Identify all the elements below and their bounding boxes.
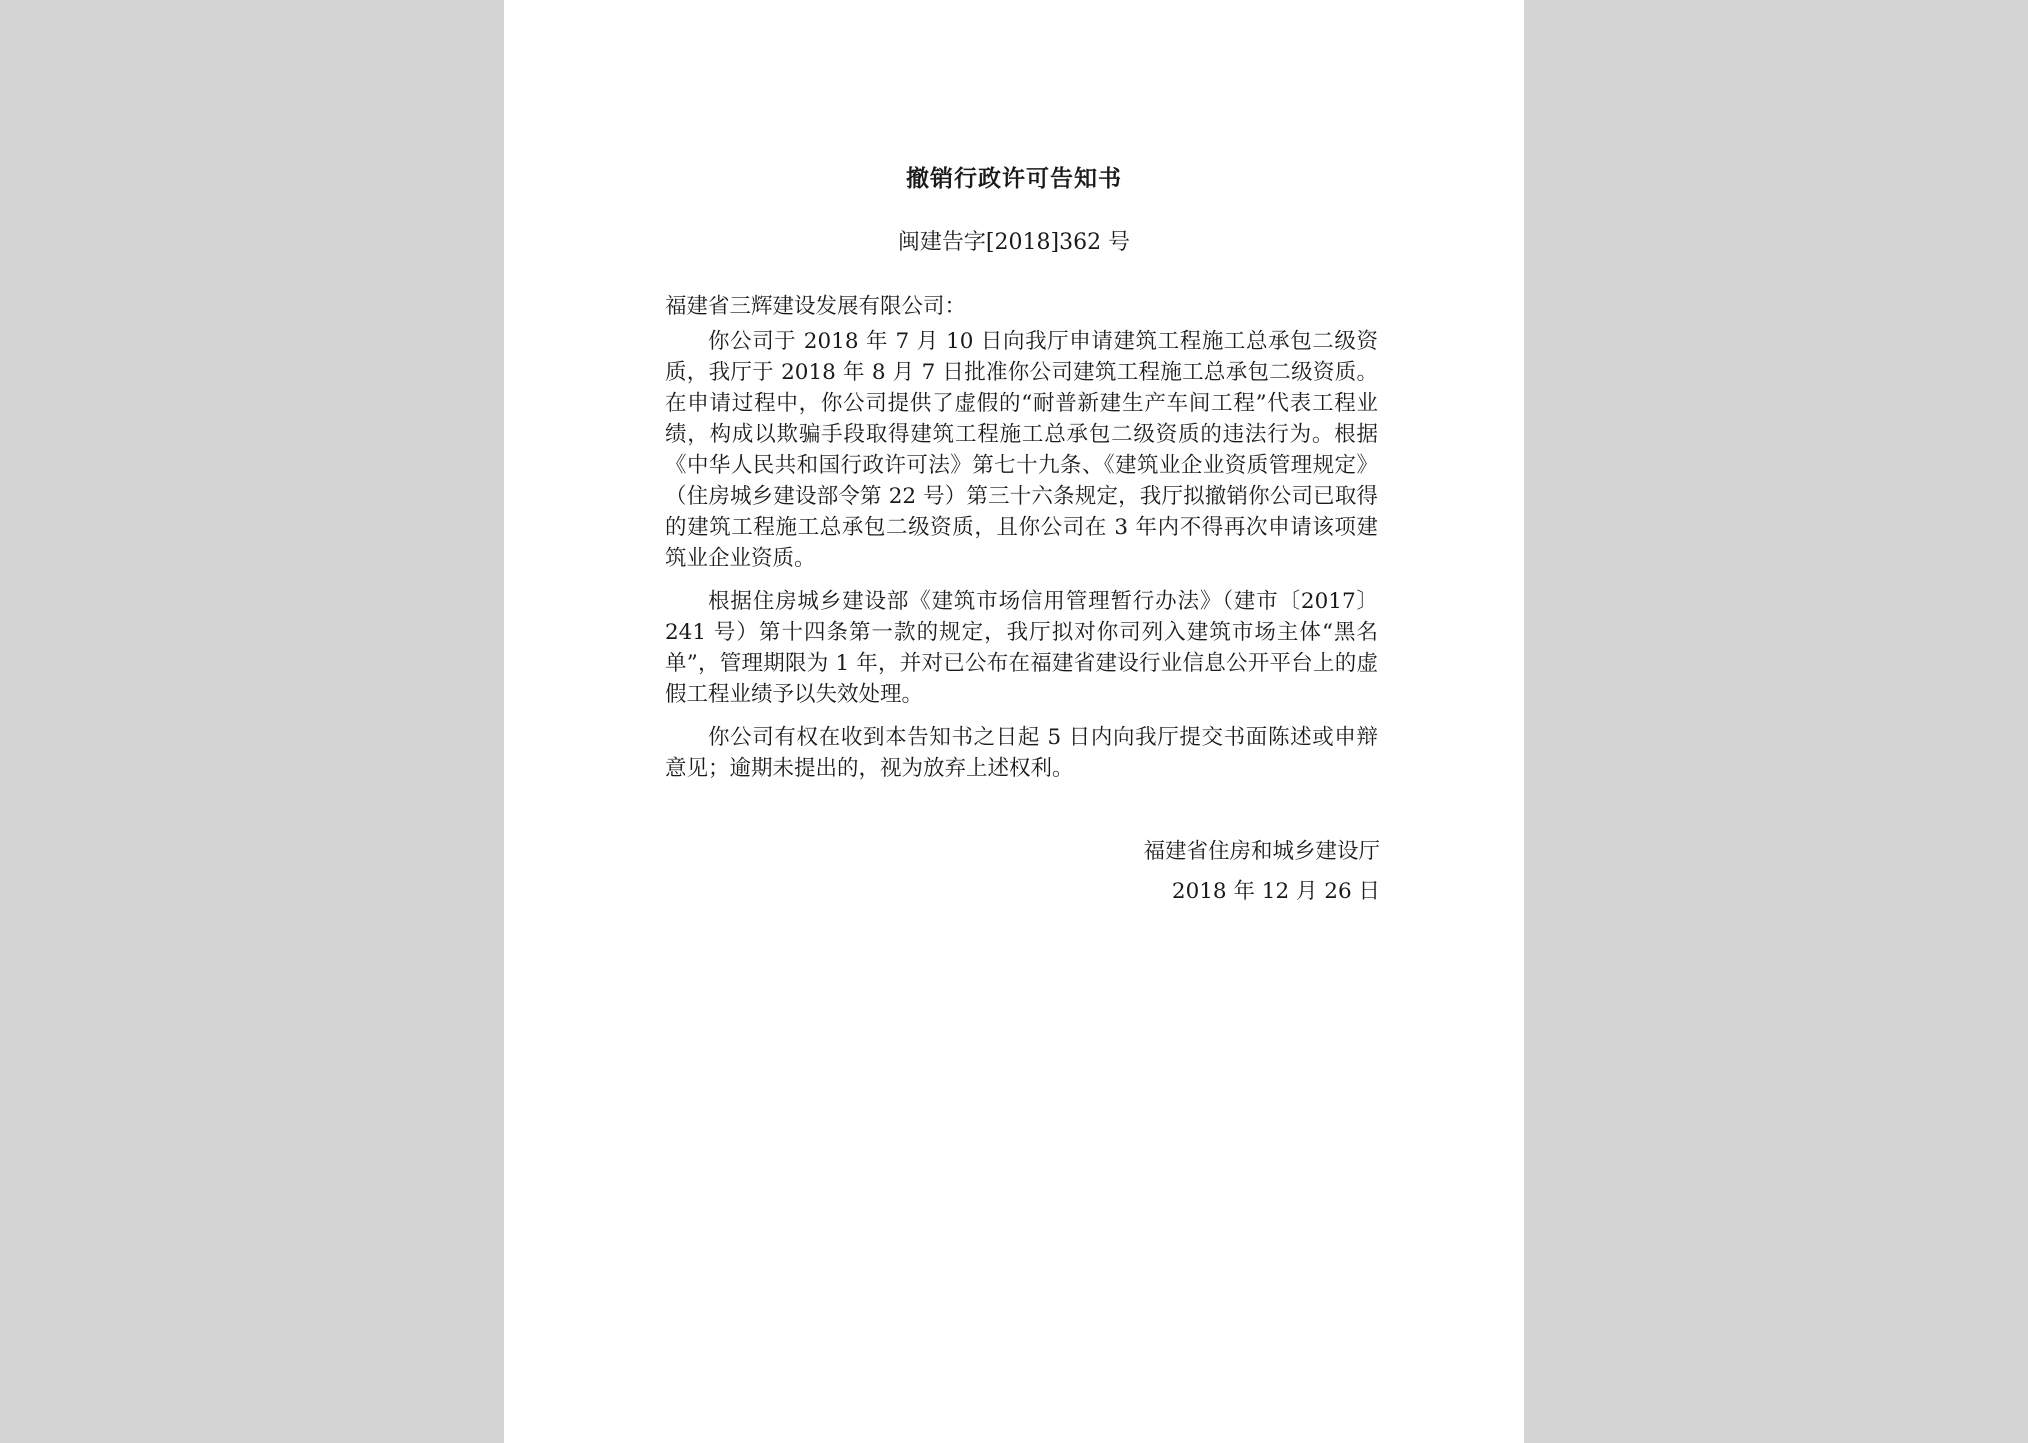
issuer-name: 福建省住房和城乡建设厅 xyxy=(1143,839,1380,864)
paragraph-3: 你公司有权在收到本告知书之日起 5 日内向我厅提交书面陈述或申辩意见；逾期未提出的，视为放弃上述权利。 xyxy=(665,725,1378,781)
paragraph-2: 根据住房城乡建设部《建筑市场信用管理暂行办法》（建市〔2017〕241 号）第十四条第一款的规定，我厅拟对你司列入建筑市场主体“黑名单”，管理期限为 1 年，并对已公布在福建省建设行业信息公开平台上的虚假工程业绩予以失效处理。 xyxy=(665,589,1378,707)
document-title: 撤销行政许可告知书 xyxy=(906,165,1122,192)
salutation: 福建省三辉建设发展有限公司： xyxy=(665,294,967,319)
issue-date: 2018 年 12 月 26 日 xyxy=(1171,879,1380,904)
document-body xyxy=(665,291,1378,796)
document-number: 闽建告字[2018]362 号 xyxy=(897,230,1131,255)
signature-block xyxy=(1143,832,1380,912)
paragraph-1: 你公司于 2018 年 7 月 10 日向我厅申请建筑工程施工总承包二级资质，我厅于 2018 年 8 月 7 日批准你公司建筑工程施工总承包二级资质。在申请过程中，你公司提供了虚假的“耐普新建生产车间工程”代表工程业绩，构成以欺骗手段取得建筑工程施工总承包二级资质的违法行为。根据《中华人民共和国行政许可法》第七十九条、《建筑业企业资质管理规定》（住房城乡建设部令第 22 号）第三十六条规定，我厅拟撤销你公司已取得的建筑工程施工总承包二级资质，且你公司在 3 年内不得再次申请该项建筑业企业资质。 xyxy=(665,329,1378,571)
document-page xyxy=(504,0,1524,1443)
